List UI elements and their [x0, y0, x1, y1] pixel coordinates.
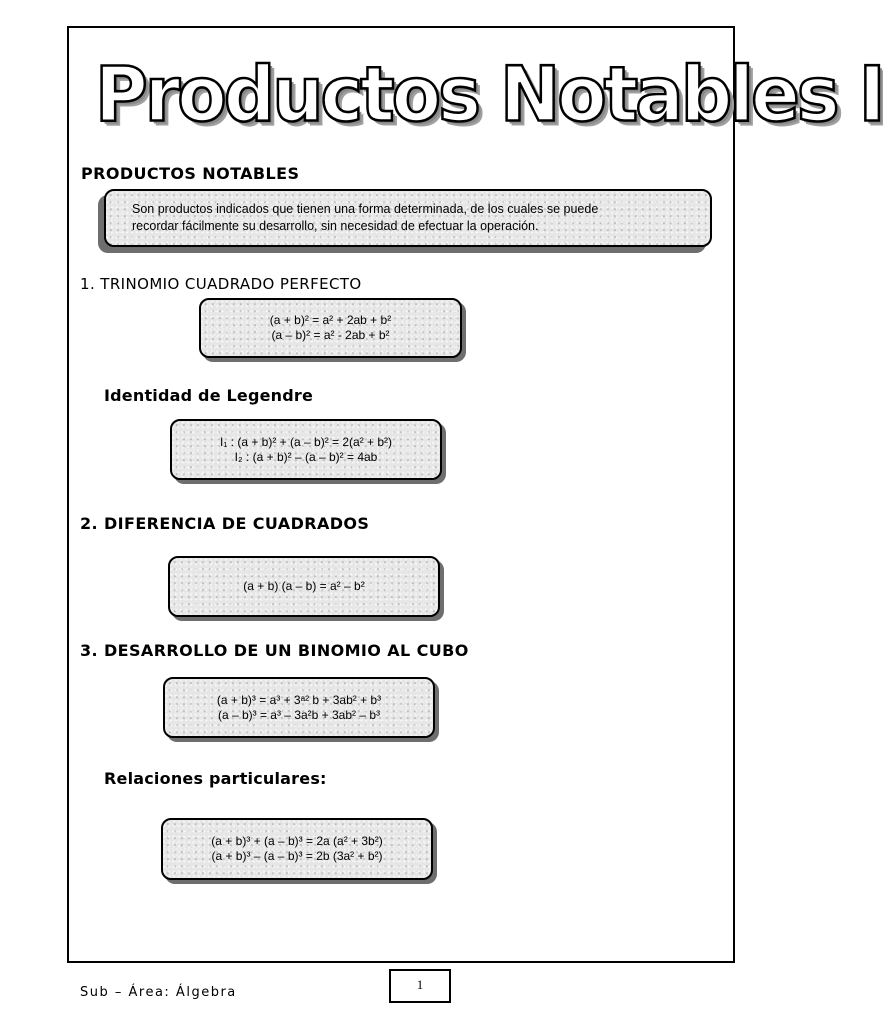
- heading-trinomio-cuadrado-perfecto: 1. TRINOMIO CUADRADO PERFECTO: [80, 275, 362, 293]
- intro-line: Son productos indicados que tienen una forma determinada, de los cuales se puede: [132, 202, 599, 216]
- intro-line: recordar fácilmente su desarrollo, sin necesidad de efectuar la operación.: [132, 219, 539, 233]
- formula: I₁ : (a + b)² + (a – b)² = 2(a² + b²): [219, 434, 393, 449]
- page-number: 1: [389, 969, 451, 1003]
- formula: (a + b)³ – (a – b)³ = 2b (3a² + b²): [211, 849, 383, 863]
- formula-box-binomio-cubo: [163, 677, 435, 738]
- formula: (a – b)² = a² - 2ab + b²: [271, 328, 390, 342]
- heading-diferencia-cuadrados: 2. DIFERENCIA DE CUADRADOS: [80, 514, 370, 533]
- footer-subject: Sub – Área: Álgebra: [80, 985, 237, 1000]
- formula: (a + b)³ + (a – b)³ = 2a (a² + 3b²): [211, 834, 383, 848]
- heading-relaciones-particulares: Relaciones particulares:: [104, 769, 327, 788]
- formula: I₂ : (a + b)² – (a – b)² = 4ab: [234, 449, 378, 464]
- formula-box-legendre: [170, 419, 442, 480]
- heading-productos-notables: PRODUCTOS NOTABLES: [81, 164, 300, 183]
- page-title: Productos Notables I: [95, 49, 883, 139]
- formula: (a + b)² = a² + 2ab + b²: [269, 313, 392, 327]
- formula-box-diferencia: [168, 556, 440, 617]
- formula: (a + b) (a – b) = a² – b²: [243, 579, 365, 593]
- formula: (a + b)³ = a³ + 3ᵃ² b + 3ab² + b³: [216, 692, 382, 707]
- heading-identidad-legendre: Identidad de Legendre: [104, 386, 314, 405]
- intro-definition-box: [104, 189, 712, 247]
- formula-box-trinomio: [199, 298, 462, 358]
- formula: (a – b)³ = a³ – 3a²b + 3ab² – b³: [217, 707, 381, 722]
- formula-box-relaciones: [161, 818, 433, 880]
- heading-binomio-al-cubo: 3. DESARROLLO DE UN BINOMIO AL CUBO: [80, 641, 469, 660]
